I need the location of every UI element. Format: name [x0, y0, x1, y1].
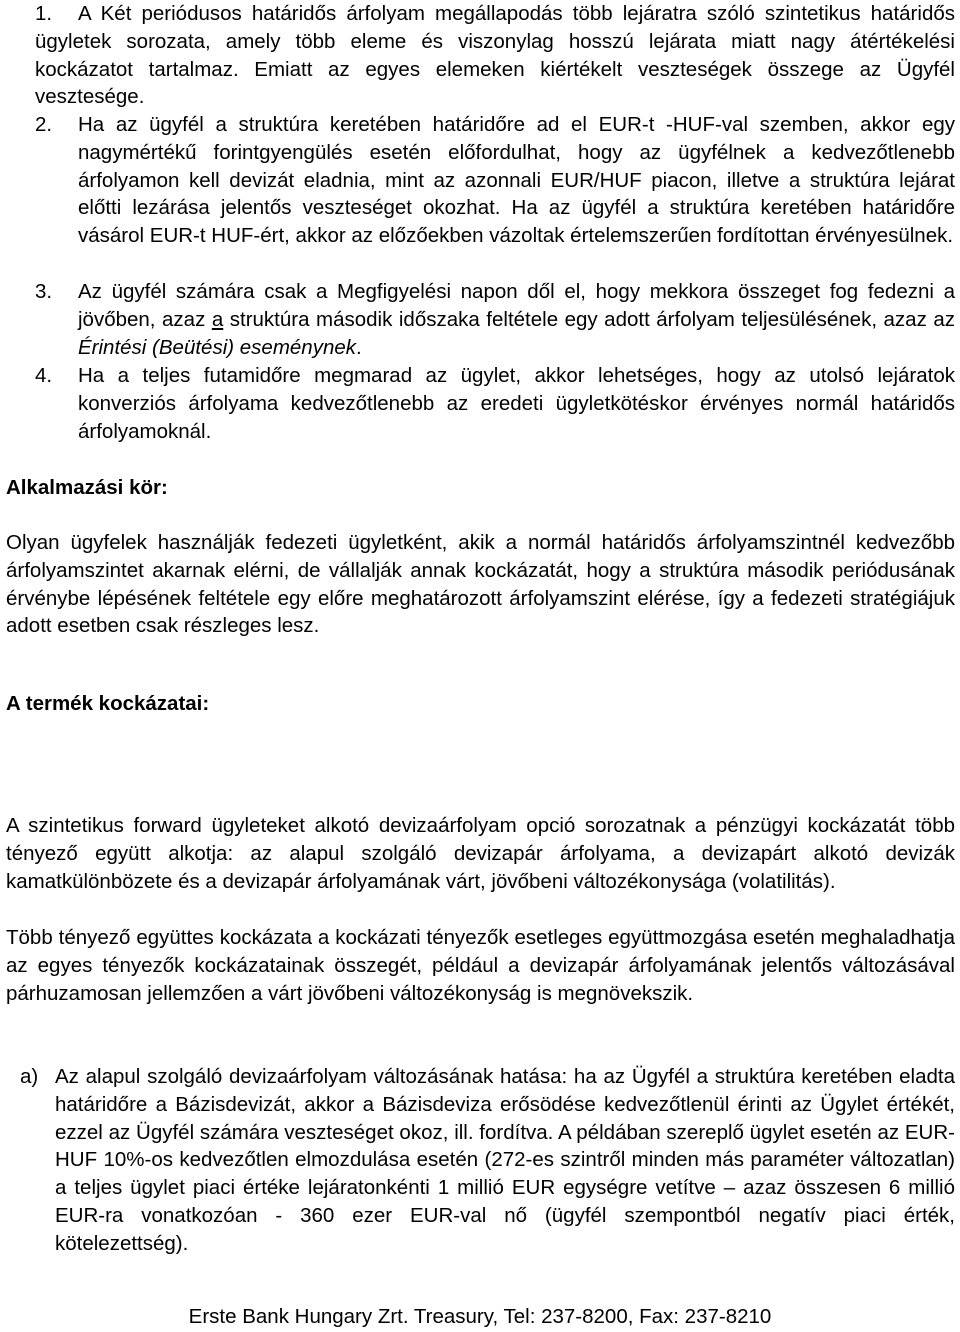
section-heading-scope: Alkalmazási kör:: [6, 476, 168, 499]
risk-item-a: [20, 1063, 955, 1258]
risks-paragraph-1: A szintetikus forward ügyleteket alkotó devizaárfolyam opció sorozatnak a pénzügyi kockázatát több tényező együtt alkotja: az alapul szolgáló devizapár árfolyama, a devizapárt alkotó devizák kamatkülönbözete és a devizapár árfolyamának várt, jövőbeni változékonysága (volatilitás).: [6, 814, 955, 893]
list-item-text: Ha az ügyfél a struktúra keretében határidőre ad el EUR-t -HUF-val szemben, akkor egy nagymértékű forintgyengülés esetén előfordulhat, hogy az ügyfélnek a kedvezőtlenebb árfolyamon kell devizát eladnia, mint az azonnali EUR/HUF piacon, illetve a struktúra lejárat előtti lezárása jelentős veszteséget okozhat. Ha az ügyfél a struktúra keretében határidőre vásárol EUR-t HUF-ért, akkor az előzőekben vázoltak értelemszerűen fordítottan érvényesülnek.: [78, 113, 955, 248]
list-item-4: [35, 362, 955, 445]
scope-paragraph: Olyan ügyfelek használják fedezeti ügyletként, akik a normál határidős árfolyamszintnél kedvezőbb árfolyamszintet akarnak elérni, de vállalják annak kockázatát, hogy a struktúra második periódusának érvénybe lépésének feltétele egy előre meghatározott árfolyamszint elérése, így a fedezeti stratégiájuk adott esetben csak részleges lesz.: [6, 531, 955, 638]
list-item-number: 3.: [35, 280, 53, 303]
list-item-1: [35, 0, 955, 111]
list-item-text: Az ügyfél számára csak a Megfigyelési napon dől el, hogy mekkora összeget fog fedezni a jövőben, azaz a struktúra második időszaka feltétele egy adott árfolyam teljesülésének, azaz az Érintési (Beütési) eseménynek.: [78, 280, 955, 359]
page-footer: Erste Bank Hungary Zrt. Treasury, Tel: 237-8200, Fax: 237-8210: [188, 1305, 772, 1328]
section-heading-risks: A termék kockázatai:: [6, 692, 210, 715]
list-item-number: 1.: [35, 2, 53, 25]
risk-item-text: Az alapul szolgáló devizaárfolyam változásának hatása: ha az Ügyfél a struktúra keretében eladta határidőre a Bázisdevizát, akkor a Bázisdeviza erősödése kedvezőtlenül érinti az Ügylet értékét, ezzel az Ügyfél számára veszteséget okoz, ill. fordítva. A példában szereplő ügylet esetén az EUR-HUF 10%-os kedvezőtlen elmozdulása esetén (272-es szintről minden más paraméter változatlan) a teljes ügylet piaci értéke lejáratonkénti 1 millió EUR egységre vetítve – azaz összesen 6 millió EUR-ra vonatkozóan - 360 ezer EUR-val nő (ügyfél szempontból negatív piaci érték, kötelezettség).: [55, 1065, 955, 1255]
list-item-2: [35, 111, 955, 250]
list-item-number: 4.: [35, 364, 53, 387]
list-item-3: [35, 278, 955, 361]
list-item-number: 2.: [35, 113, 53, 136]
risks-paragraph-2: Több tényező együttes kockázata a kockázati tényezők esetleges együttmozgása esetén meghaladhatja az egyes tényezők kockázatainak összegét, például a devizapár árfolyamának jelentős változásával párhuzamosan jellemzően a várt jövőbeni változékonyság is megnövekszik.: [6, 926, 955, 1005]
list-item-text: A Két periódusos határidős árfolyam megállapodás több lejáratra szóló szintetikus határidős ügyletek sorozata, amely több eleme és viszonylag hosszú lejárata miatt nagy átértékelési kockázatot tartalmaz. Emiatt az egyes elemeken kiértékelt veszteségek összege az Ügyfél vesztesége.: [35, 2, 955, 109]
risk-item-label: a): [20, 1065, 39, 1088]
list-item-text: Ha a teljes futamidőre megmarad az ügylet, akkor lehetséges, hogy az utolsó lejáratok konverziós árfolyama kedvezőtlenebb az eredeti ügyletkötéskor érvényes normál határidős árfolyamoknál.: [78, 364, 955, 443]
